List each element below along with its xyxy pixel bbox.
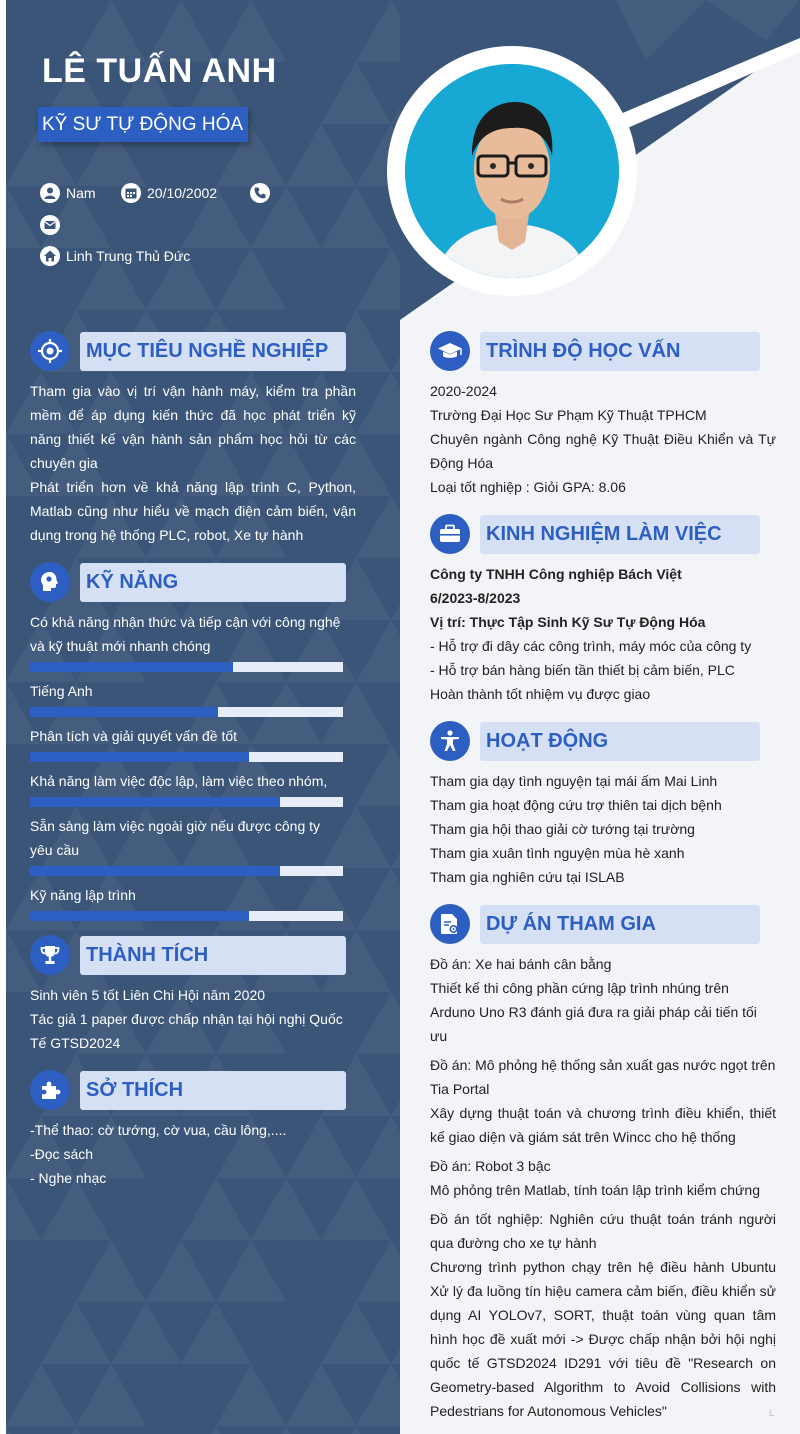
activity-item: Tham gia xuân tình nguyện mùa hè xanh [430, 845, 685, 861]
skill-level-fill [30, 662, 233, 672]
pattern-triangle [146, 1240, 216, 1302]
hobbies-body [30, 1118, 356, 1190]
skill-level-bar [30, 707, 343, 717]
experience-period: 6/2023-8/2023 [430, 590, 521, 606]
activity-item: Tham gia hội thao giải cờ tướng tại trường [430, 821, 695, 837]
activity-item: Tham gia nghiên cứu tại ISLAB [430, 869, 625, 885]
pattern-triangle [6, 1426, 41, 1434]
briefcase-icon [430, 514, 470, 554]
projects-title: DỰ ÁN THAM GIA [480, 905, 760, 944]
pattern-triangle [391, 1302, 400, 1364]
skill-item [30, 679, 343, 717]
activities-body [430, 769, 776, 889]
experience-title: KINH NGHIỆM LÀM VIỆC [480, 515, 760, 554]
education-body [430, 379, 776, 499]
experience-position: Vị trí: Thực Tập Sinh Kỹ Sư Tự Động Hóa [430, 614, 706, 630]
skill-item [30, 724, 343, 762]
page-mark: L [768, 1408, 774, 1418]
pattern-triangle [216, 1240, 286, 1302]
pattern-triangle [41, 1426, 111, 1434]
experience-line: - Hỗ trợ đi dây các công trình, máy móc của công ty [430, 638, 752, 654]
skill-label: Phân tích và giải quyết vấn đề tốt [30, 728, 238, 744]
graduation-cap-icon [430, 331, 470, 371]
pattern-triangle [356, 372, 400, 434]
skill-label: Tiếng Anh [30, 683, 93, 699]
pattern-triangle [391, 1054, 400, 1116]
education-header [430, 331, 760, 371]
pattern-triangle [76, 1364, 146, 1426]
objective-header [30, 331, 346, 371]
activity-item: Tham gia dạy tình nguyện tại mái ấm Mai Linh [430, 773, 718, 789]
pattern-triangle [286, 1364, 356, 1426]
skill-level-bar [30, 866, 343, 876]
phone-icon [250, 183, 270, 203]
pattern-triangle [356, 1364, 400, 1426]
objective-title: MỤC TIÊU NGHỀ NGHIỆP [80, 332, 346, 371]
hobby-item: -Đọc sách [30, 1146, 94, 1162]
project-item [430, 952, 776, 1048]
pattern-triangle [391, 558, 400, 620]
skill-level-bar [30, 752, 343, 762]
achievements-header [30, 935, 346, 975]
email-info [40, 215, 66, 235]
activities-title: HOẠT ĐỘNG [480, 722, 760, 761]
pattern-triangle [251, 1426, 321, 1434]
person-icon [430, 721, 470, 761]
skill-level-fill [30, 707, 218, 717]
activity-item: Tham gia hoạt động cứu trợ thiên tai dịch bệnh [430, 797, 722, 813]
experience-body [430, 562, 776, 706]
user-icon [40, 183, 60, 203]
hobbies-title: SỞ THÍCH [80, 1071, 346, 1110]
objective-paragraph: Phát triển hơn về khả năng lập trình C, Python, Matlab cũng như hiểu về mạch điện cảm biến, vận dụng trong hệ thống PLC, robot, Xe tự hành [30, 479, 356, 543]
projects-header [430, 904, 760, 944]
pattern-triangle [6, 1364, 76, 1426]
skill-level-bar [30, 911, 343, 921]
education-line: Chuyên ngành Công nghệ Kỹ Thuật Điều Khiển và Tự Động Hóa [430, 431, 776, 471]
skill-item [30, 814, 343, 876]
project-item [430, 1053, 776, 1149]
address-text: Linh Trung Thủ Đức [66, 248, 191, 264]
pattern-triangle [356, 1116, 400, 1178]
education-line: Loại tốt nghiệp : Giỏi GPA: 8.06 [430, 479, 626, 495]
document-gear-icon [430, 904, 470, 944]
pattern-triangle [76, 1240, 146, 1302]
home-icon [40, 246, 60, 266]
skill-level-bar [30, 662, 343, 672]
puzzle-icon [30, 1070, 70, 1110]
job-title: KỸ SƯ TỰ ĐỘNG HÓA [38, 107, 248, 142]
skill-label: Khả năng làm việc độc lập, làm việc theo nhóm, [30, 773, 328, 789]
project-desc: Xây dựng thuật toán và chương trình điều khiển, thiết kế giao diện và giám sát trên Wincc cho hệ thống [430, 1105, 776, 1145]
avatar [405, 64, 619, 278]
dob-info [121, 183, 217, 203]
pattern-triangle [181, 1302, 251, 1364]
skill-label: Sẵn sàng làm việc ngoài giờ nếu được công ty yêu cầu [30, 818, 321, 858]
project-desc: Mô phỏng trên Matlab, tính toán lập trình kiểm chứng [430, 1182, 761, 1198]
phone-info [250, 183, 276, 203]
gender-text: Nam [66, 185, 96, 201]
pattern-triangle [181, 1426, 251, 1434]
pattern-triangle [41, 1302, 111, 1364]
address-info [40, 246, 190, 266]
achievement-item: Tác giả 1 paper được chấp nhận tại hội nghị Quốc Tế GTSD2024 [30, 1011, 343, 1051]
skill-label: Kỹ năng lập trình [30, 887, 136, 903]
pattern-triangle [356, 620, 400, 682]
email-icon [40, 215, 60, 235]
skill-item [30, 610, 343, 672]
pattern-triangle [391, 806, 400, 868]
achievement-item: Sinh viên 5 tốt Liên Chi Hội năm 2020 [30, 987, 266, 1003]
projects-body [430, 952, 776, 1423]
education-title: TRÌNH ĐỘ HỌC VẤN [480, 332, 760, 371]
project-item [430, 1154, 776, 1202]
education-line: Trường Đại Học Sư Phạm Kỹ Thuật TPHCM [430, 407, 707, 423]
project-name: Đồ án: Robot 3 bậc [430, 1158, 551, 1174]
portrait-illustration [405, 64, 619, 278]
skill-level-fill [30, 866, 280, 876]
objective-paragraph: Tham gia vào vị trí vận hành máy, kiểm tra phần mềm để áp dụng kiến thức đã học phát triển kỹ năng thiết kế vận hành sản phẩm học hỏi từ các chuyên gia [30, 383, 356, 471]
project-name: Đồ án tốt nghiệp: Nghiên cứu thuật toán tránh người qua đường cho xe tự hành [430, 1211, 776, 1251]
project-name: Đồ án: Mô phỏng hệ thống sản xuất gas nước ngọt trên Tia Portal [430, 1057, 776, 1097]
skill-level-bar [30, 797, 343, 807]
pattern-triangle [356, 992, 400, 1054]
dob-text: 20/10/2002 [147, 185, 218, 201]
skill-label: Có khả năng nhận thức và tiếp cận với công nghệ và kỹ thuật mới nhanh chóng [30, 614, 341, 654]
achievements-body [30, 983, 356, 1055]
pattern-triangle [356, 496, 400, 558]
candidate-name: LÊ TUẤN ANH [42, 52, 277, 90]
experience-header [430, 514, 760, 554]
hobby-item: - Nghe nhạc [30, 1170, 107, 1186]
target-icon [30, 331, 70, 371]
skill-level-fill [30, 911, 249, 921]
trophy-icon [30, 935, 70, 975]
skills-title: KỸ NĂNG [80, 563, 346, 602]
project-desc: Chương trình python chạy trên hệ điều hành Ubuntu Xử lý đa luồng tín hiệu camera cảm biến, điều khiển sử dụng AI YOLOv7, SORT, thuật toán vùng quan tâm hình học đề xuất mới -> Được chấp nhận bởi hội nghị quốc tế GTSD2024 ID291 với tiêu đề "Research on Geometry-based Algorithm to Avoid Collisions with Pedestrians for Autonomous Vehicles" [430, 1259, 776, 1419]
pattern-triangle [356, 1240, 400, 1302]
achievements-title: THÀNH TÍCH [80, 936, 346, 975]
activities-header [430, 721, 760, 761]
hobby-item: -Thể thao: cờ tướng, cờ vua, cầu lông,.... [30, 1122, 287, 1138]
objective-body [30, 379, 356, 547]
experience-company: Công ty TNHH Công nghiệp Bách Việt [430, 566, 682, 582]
pattern-triangle [216, 1364, 286, 1426]
education-line: 2020-2024 [430, 383, 497, 399]
pattern-triangle [356, 744, 400, 806]
project-item [430, 1207, 776, 1423]
pattern-triangle [321, 1302, 391, 1364]
brain-icon [30, 562, 70, 602]
skills-header [30, 562, 346, 602]
project-desc: Thiết kế thi công phần cứng lập trình nhúng trên Arduno Uno R3 đánh giá đưa ra giải pháp cải tiến tối ưu [430, 980, 757, 1044]
calendar-icon [121, 183, 141, 203]
skill-level-fill [30, 797, 280, 807]
pattern-triangle [356, 868, 400, 930]
skill-item [30, 883, 343, 921]
experience-line: Hoàn thành tốt nhiệm vụ được giao [430, 686, 651, 702]
pattern-triangle [321, 1426, 391, 1434]
project-name: Đồ án: Xe hai bánh cân bằng [430, 956, 612, 972]
pattern-triangle [111, 1302, 181, 1364]
hobbies-header [30, 1070, 346, 1110]
gender-info [40, 183, 96, 203]
skill-item [30, 769, 343, 807]
skill-level-fill [30, 752, 249, 762]
experience-line: - Hỗ trợ bán hàng biến tần thiết bị cảm biến, PLC [430, 662, 735, 678]
